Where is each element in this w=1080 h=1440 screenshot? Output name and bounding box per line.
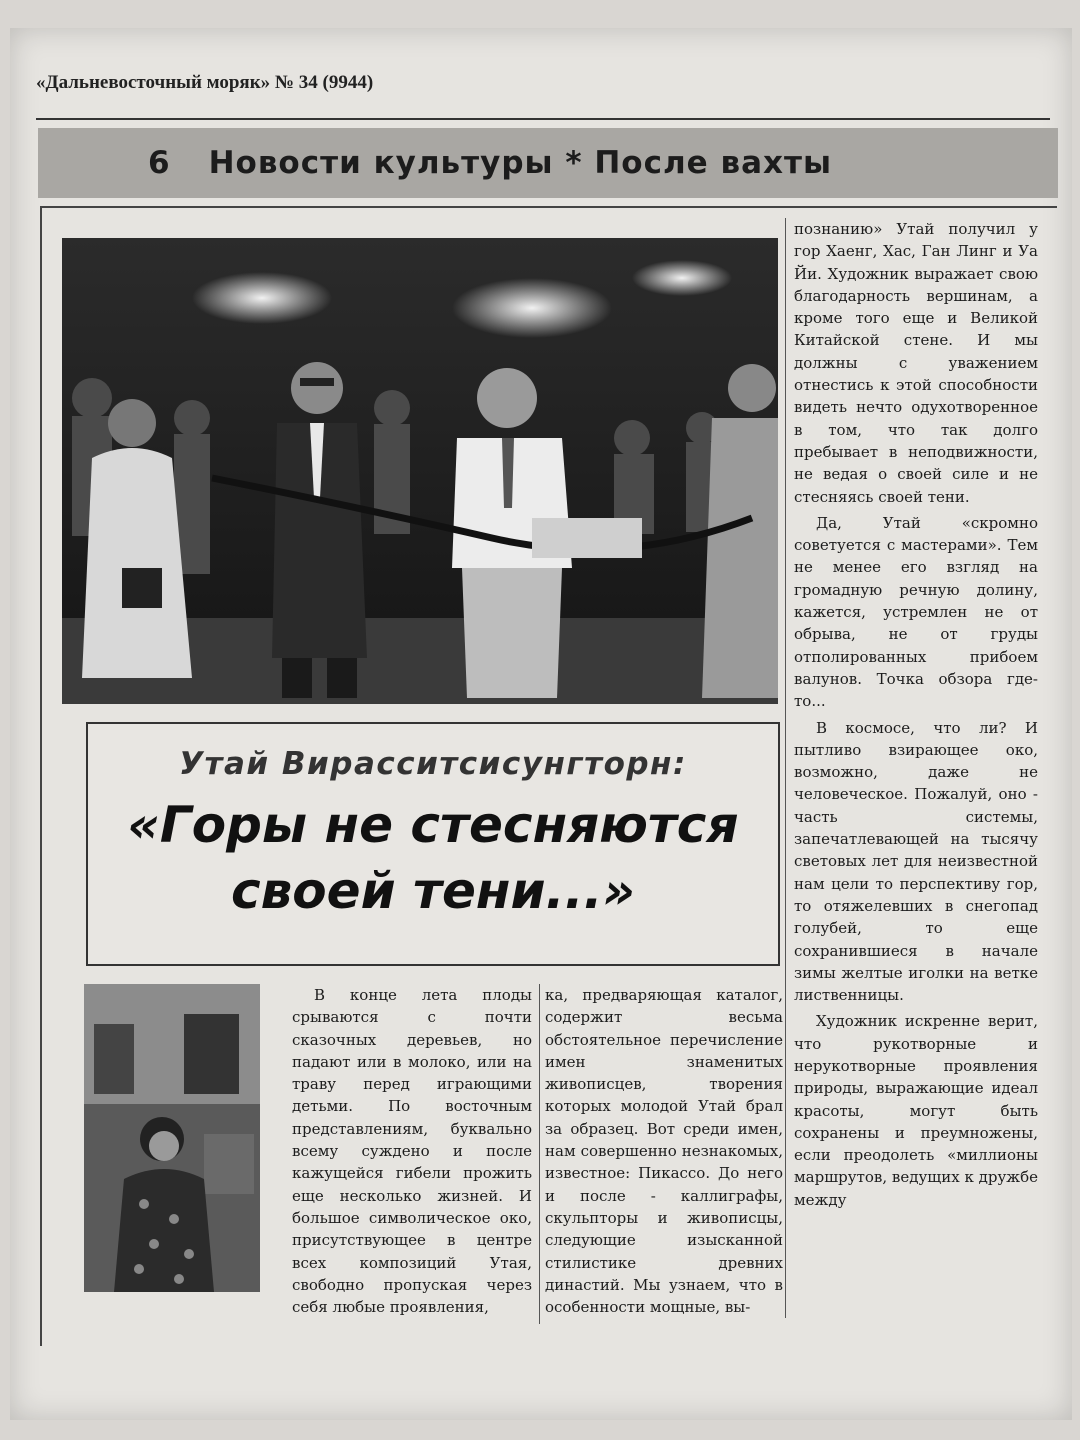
gallery-visitor-photo xyxy=(84,984,260,1292)
headline-box xyxy=(86,722,780,966)
article-column-left xyxy=(292,984,532,1322)
paragraph: Да, Утай «скромно советуется с мастерами». Тем не менее его взгляд на громадную речную долину, кажется, устремлен не от обрыва, не от груды отполированных прибоем валунов. Точка обзора где-то... xyxy=(794,513,1038,711)
paragraph: Художник искренне верит, что рукотворные и нерукотворные проявления природы, выражающие идеал красоты, могут быть сохранены и преумножены, если преодолеть «миллионы маршрутов, ведущих к дружбе между xyxy=(794,1012,1038,1209)
article-column-middle xyxy=(545,984,783,1322)
paragraph: ка, предваряющая каталог, содержит весьма обстоятельное перечисление имен знаменитых живописцев, творения которых молодой Утай брал за образец. Вот среди имен, нам совершенно незнакомых, известное: Пикассо. До него и после - каллиграфы, скульпторы и живописцы, следующие изысканной стилистике древних династий. Мы узнаем, что в особенности мощные, вы- xyxy=(545,986,783,1317)
ribbon-cutting-photo xyxy=(62,238,778,704)
masthead: «Дальневосточный моряк» № 34 (9944) xyxy=(36,72,374,93)
paragraph: В конце лета плоды срываются с почти сказочных деревьев, но падают или в молоко, или на траву перед играющими детьми. По восточным представлениям, буквально всему суждено и после кажущейся гибели прожить еще несколько жизней. И большое символическое око, присутствующее в центре всех композиций Утая, свободно пропуская через себя любые проявления, xyxy=(292,986,532,1317)
masthead-rule xyxy=(36,118,1050,120)
article-column-right xyxy=(794,218,1038,1215)
paragraph: познанию» Утай получил у гор Хаенг, Хас, Ган Линг и Уа Йи. Художник выражает свою благодарность вершинам, а кроме того еще и Великой Китайской стене. И мы должны с уважением отнестись к этой способности видеть нечто одухотворенное в том, что так долго пребывает в неподвижности, не ведая о своей силе и не стесняясь своей тени. xyxy=(794,220,1038,506)
headline-title: «Горы не стесняются своей тени...» xyxy=(127,796,739,920)
section-header-bar xyxy=(38,128,1058,198)
headline-kicker: Утай Вирасситсисунгторн: xyxy=(179,746,687,782)
section-title: Новости культуры * После вахты xyxy=(208,145,833,181)
column-divider-middle xyxy=(539,984,540,1324)
page-number: 6 xyxy=(148,145,171,181)
paragraph: В космосе, что ли? И пытливо взирающее око, возможно, даже не человеческое. Пожалуй, оно - часть системы, запечатлевающей на тысячу световых лет для неизвестной нам цели то перспективу гор, то отяжелевших в снегопад голубей, то еще сохранившиеся в начале зимы желтые иголки на ветке лиственницы. xyxy=(794,718,1038,1005)
column-divider-right xyxy=(785,218,786,1318)
